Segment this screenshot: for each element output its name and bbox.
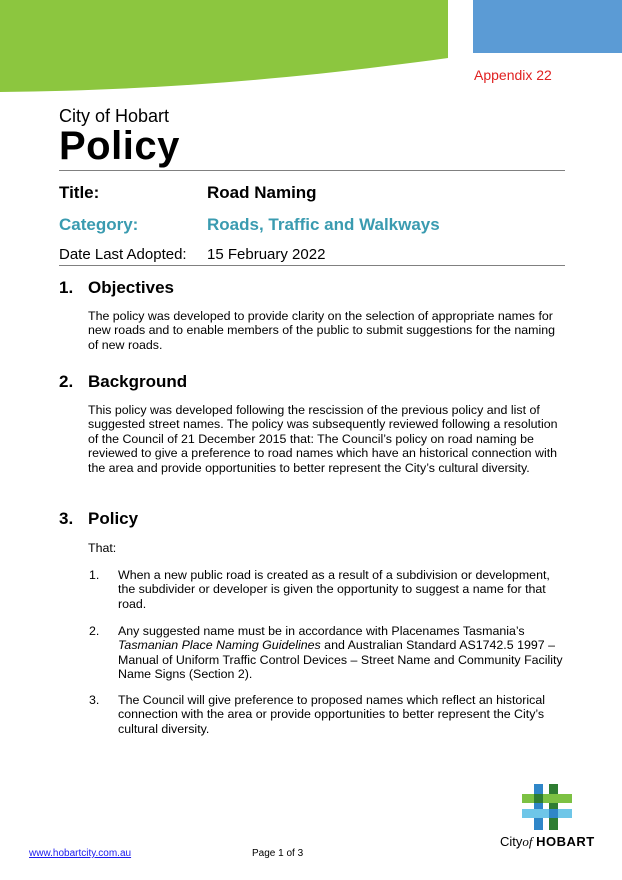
policy-intro: That: bbox=[88, 541, 117, 555]
footer-website-link[interactable]: www.hobartcity.com.au bbox=[29, 848, 132, 859]
logo-city: City bbox=[500, 834, 523, 849]
divider-top bbox=[59, 170, 565, 171]
list-item-text-start: Any suggested name must be in accordance with Placenames Tasmania’s bbox=[118, 624, 525, 638]
objectives-paragraph: The policy was developed to provide clarity on the selection of appropriate names for new roads and to enable members of the public to submit suggestions for the naming of new roads. bbox=[88, 309, 555, 352]
list-item: The Council will give preference to proposed names which reflect an historical connection with the area or provide opportunities to better represent the City’s cultural diversity. bbox=[118, 693, 545, 736]
city-of-hobart-wordmark bbox=[500, 834, 595, 850]
date-label: Date Last Adopted: bbox=[59, 246, 187, 263]
section-heading-policy: Policy bbox=[88, 509, 139, 528]
title-label: Title: bbox=[59, 183, 100, 202]
section-number: 2. bbox=[59, 372, 74, 391]
section-number: 3. bbox=[59, 509, 74, 528]
list-item-number: 2. bbox=[89, 624, 100, 638]
divider-bottom bbox=[59, 265, 565, 266]
list-item-number: 1. bbox=[89, 568, 100, 582]
background-paragraph: This policy was developed following the rescission of the previous policy and list of suggested street names. The policy was subsequently reviewed following a resolution of the Council of 21 December 2015 that: The Council’s policy on road naming be reviewed to give a preference to road names which have an historical connection with the area and provide opportunities to better represent the City’s cultural diversity. bbox=[88, 403, 558, 475]
appendix-label: Appendix 22 bbox=[474, 67, 552, 83]
blue-corner-block bbox=[473, 0, 622, 53]
title-value: Road Naming bbox=[207, 183, 317, 202]
category-label: Category: bbox=[59, 215, 139, 234]
list-item-text-end: and Australian Standard AS1742.5 1997 – Manual of Uniform Traffic Control Devices – Street Name and Community Facility Name Signs (Section 2). bbox=[118, 638, 563, 682]
section-number: 1. bbox=[59, 278, 74, 297]
green-swoosh bbox=[0, 0, 448, 92]
document-type-title: Policy bbox=[59, 124, 180, 168]
list-item bbox=[118, 624, 568, 682]
footer-page-number: Page 1 of 3 bbox=[252, 848, 304, 859]
list-item: When a new public road is created as a result of a subdivision or development, the subdivider or developer is given the opportunity to suggest a name for that road. bbox=[118, 568, 550, 611]
logo-hobart: HOBART bbox=[536, 834, 595, 849]
city-of-hobart-logo-icon bbox=[522, 784, 572, 830]
logo-of: of bbox=[522, 834, 533, 849]
organisation-name: City of Hobart bbox=[59, 106, 170, 126]
list-item-number: 3. bbox=[89, 693, 100, 707]
section-heading-background: Background bbox=[88, 372, 188, 391]
section-heading-objectives: Objectives bbox=[88, 278, 174, 297]
date-value: 15 February 2022 bbox=[207, 246, 326, 263]
category-value: Roads, Traffic and Walkways bbox=[207, 215, 440, 234]
guidelines-title: Tasmanian Place Naming Guidelines bbox=[118, 638, 321, 653]
